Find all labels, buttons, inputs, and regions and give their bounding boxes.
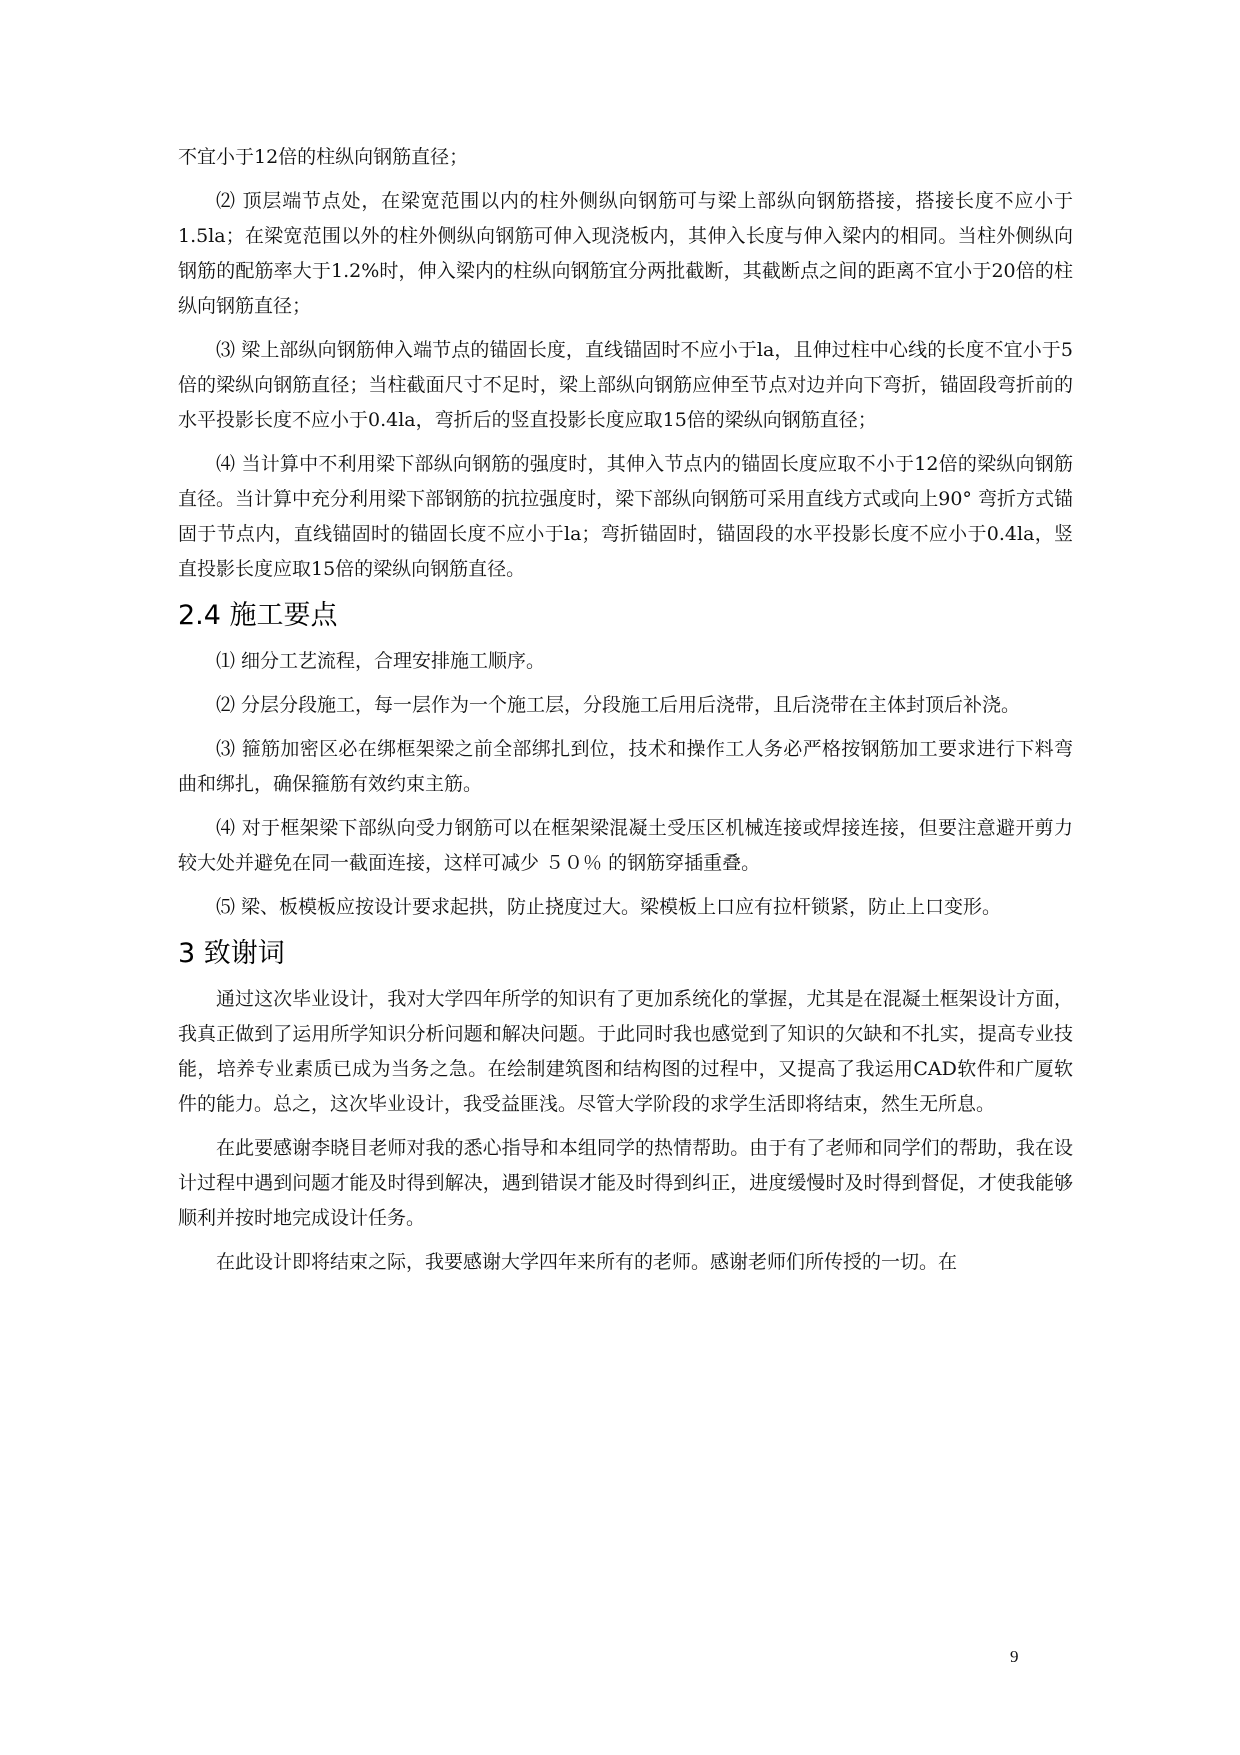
body-paragraph: ⑵ 顶层端节点处，在梁宽范围以内的柱外侧纵向钢筋可与梁上部纵向钢筋搭接，搭接长度不应小于1.5la；在梁宽范围以外的柱外侧纵向钢筋可伸入现浇板内，其伸入长度与伸入梁内的相同。当柱外侧纵向钢筋的配筋率大于1.2%时，伸入梁内的柱纵向钢筋宜分两批截断，其截断点之间的距离不宜小于20倍的柱纵向钢筋直径； xyxy=(178,190,1073,317)
body-paragraph: ⑷ 当计算中不利用梁下部纵向钢筋的强度时，其伸入节点内的锚固长度应取不小于12倍的梁纵向钢筋直径。当计算中充分利用梁下部钢筋的抗拉强度时，梁下部纵向钢筋可采用直线方式或向上90° 弯折方式锚固于节点内，直线锚固时的锚固长度不应小于la；弯折锚固时，锚固段的水平投影长度不应小于0.4la，竖直投影长度应取15倍的梁纵向钢筋直径。 xyxy=(178,453,1073,580)
section-heading: 3 致谢词 xyxy=(178,938,285,969)
list-item: ⑵ 分层分段施工，每一层作为一个施工层，分段施工后用后浇带，且后浇带在主体封顶后补浇。 xyxy=(216,694,1021,716)
list-item: ⑸ 梁、板模板应按设计要求起拱，防止挠度过大。梁模板上口应有拉杆锁紧，防止上口变形。 xyxy=(216,896,1002,918)
list-item: ⑶ 箍筋加密区必在绑框架梁之前全部绑扎到位，技术和操作工人务必严格按钢筋加工要求进行下料弯曲和绑扎，确保箍筋有效约束主筋。 xyxy=(178,738,1073,795)
body-paragraph: 在此要感谢李晓目老师对我的悉心指导和本组同学的热情帮助。由于有了老师和同学们的帮助，我在设计过程中遇到问题才能及时得到解决，遇到错误才能及时得到纠正，进度缓慢时及时得到督促，才使我能够顺利并按时地完成设计任务。 xyxy=(178,1137,1073,1229)
page-number: 9 xyxy=(1010,1647,1019,1666)
body-paragraph: 在此设计即将结束之际，我要感谢大学四年来所有的老师。感谢老师们所传授的一切。在 xyxy=(216,1251,958,1273)
body-paragraph: 不宜小于12倍的柱纵向钢筋直径； xyxy=(178,146,469,168)
body-paragraph: 通过这次毕业设计，我对大学四年所学的知识有了更加系统化的掌握，尤其是在混凝土框架设计方面，我真正做到了运用所学知识分析问题和解决问题。于此同时我也感觉到了知识的欠缺和不扎实，提高专业技能，培养专业素质已成为当务之急。在绘制建筑图和结构图的过程中，又提高了我运用CAD软件和广厦软件的能力。总之，这次毕业设计，我受益匪浅。尽管大学阶段的求学生活即将结束，然生无所息。 xyxy=(178,988,1073,1115)
section-heading: 2.4 施工要点 xyxy=(178,600,338,631)
list-item: ⑷ 对于框架梁下部纵向受力钢筋可以在框架梁混凝土受压区机械连接或焊接连接，但要注意避开剪力较大处并避免在同一截面连接，这样可减少 ５０％ 的钢筋穿插重叠。 xyxy=(178,817,1073,874)
page-content xyxy=(178,140,1073,1289)
list-item: ⑴ 细分工艺流程，合理安排施工顺序。 xyxy=(216,650,546,672)
body-paragraph: ⑶ 梁上部纵向钢筋伸入端节点的锚固长度，直线锚固时不应小于la，且伸过柱中心线的长度不宜小于5倍的梁纵向钢筋直径；当柱截面尺寸不足时，梁上部纵向钢筋应伸至节点对边并向下弯折，锚固段弯折前的水平投影长度不应小于0.4la，弯折后的竖直投影长度应取15倍的梁纵向钢筋直径； xyxy=(178,339,1073,431)
